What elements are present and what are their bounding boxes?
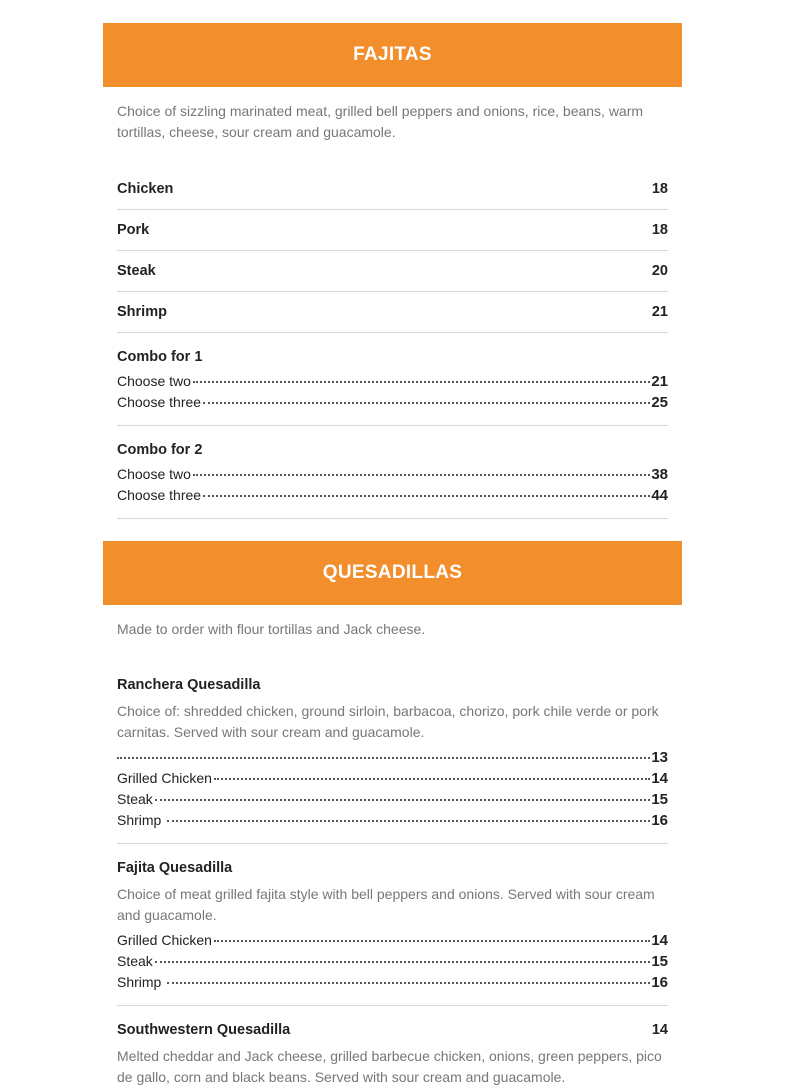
combo-option [117,394,668,415]
quesadillas-section [103,541,682,1088]
fajitas-section [103,23,682,519]
option-price: 21 [651,373,668,390]
dot-leader [203,495,650,497]
dot-leader [193,474,650,476]
item-price: 21 [651,304,668,320]
fajitas-banner [103,23,682,87]
option-name: Choose two [117,373,191,389]
combo-option [117,373,668,394]
option-price: 13 [651,749,668,766]
option-name: Steak [117,791,153,807]
dot-leader [193,381,650,383]
dot-leader [167,982,650,984]
combo-group [117,426,668,519]
menu-item [117,251,668,292]
dot-leader [214,940,650,942]
option-price: 38 [651,466,668,483]
dot-leader [117,757,650,759]
item-description: Choice of meat grilled fajita style with bell peppers and onions. Served with sour cream and guacamole. [117,886,655,923]
combo-option [117,487,668,508]
item-price: 18 [651,181,668,197]
option-name: Choose three [117,487,202,503]
item-price: 18 [651,222,668,238]
item-option [117,770,668,791]
menu-item [117,667,668,844]
option-name: Shrimp [117,974,162,990]
option-price: 25 [651,394,668,411]
quesadillas-banner [103,541,682,605]
option-name: Shrimp [117,812,162,828]
item-description: Choice of: shredded chicken, ground sirloin, barbacoa, chorizo, pork chile verde or pork carnitas. Served with sour cream and guacamole. [117,703,659,740]
item-description: Melted cheddar and Jack cheese, grilled barbecue chicken, onions, green peppers, pico de gallo, corn and black beans. Served with sour cream and guacamole. [117,1048,662,1085]
item-option [117,953,668,974]
menu-item [117,210,668,251]
item-option [117,974,668,995]
item-name: Pork [117,222,150,238]
fajitas-title: FAJITAS [353,44,432,65]
combo-option [117,466,668,487]
option-price: 16 [651,974,668,991]
option-name: Choose two [117,466,191,482]
option-name: Steak [117,953,153,969]
item-option [117,812,668,833]
option-name: Grilled Chicken [117,932,212,948]
item-name: Chicken [117,181,174,197]
menu-item [117,169,668,210]
item-name: Fajita Quesadilla [117,860,233,876]
option-name: Choose three [117,394,202,410]
item-option [117,791,668,812]
item-name: Steak [117,263,156,279]
item-option [117,749,668,770]
item-name: Southwestern Quesadilla [117,1022,291,1038]
fajitas-description: Choice of sizzling marinated meat, grilled bell peppers and onions, rice, beans, warm tortillas, cheese, sour cream and guacamole. [117,103,644,140]
option-price: 14 [651,770,668,787]
dot-leader [214,778,650,780]
item-name: Shrimp [117,304,167,320]
option-price: 15 [651,791,668,808]
combo-name: Combo for 2 [117,442,203,458]
option-price: 15 [651,953,668,970]
menu-item [117,292,668,333]
dot-leader [167,820,650,822]
item-option [117,932,668,953]
option-price: 16 [651,812,668,829]
option-price: 14 [651,932,668,949]
item-price: 20 [651,263,668,279]
option-price: 44 [651,487,668,504]
option-name: Grilled Chicken [117,770,212,786]
item-name: Ranchera Quesadilla [117,677,261,693]
dot-leader [203,402,650,404]
quesadillas-title: QUESADILLAS [322,562,463,583]
dot-leader [155,799,651,801]
combo-name: Combo for 1 [117,349,203,365]
combo-group [117,333,668,426]
quesadillas-description: Made to order with flour tortillas and Jack cheese. [117,621,426,637]
menu-item [117,1006,668,1088]
item-price: 14 [651,1022,668,1038]
dot-leader [155,961,651,963]
menu-item [117,844,668,1006]
